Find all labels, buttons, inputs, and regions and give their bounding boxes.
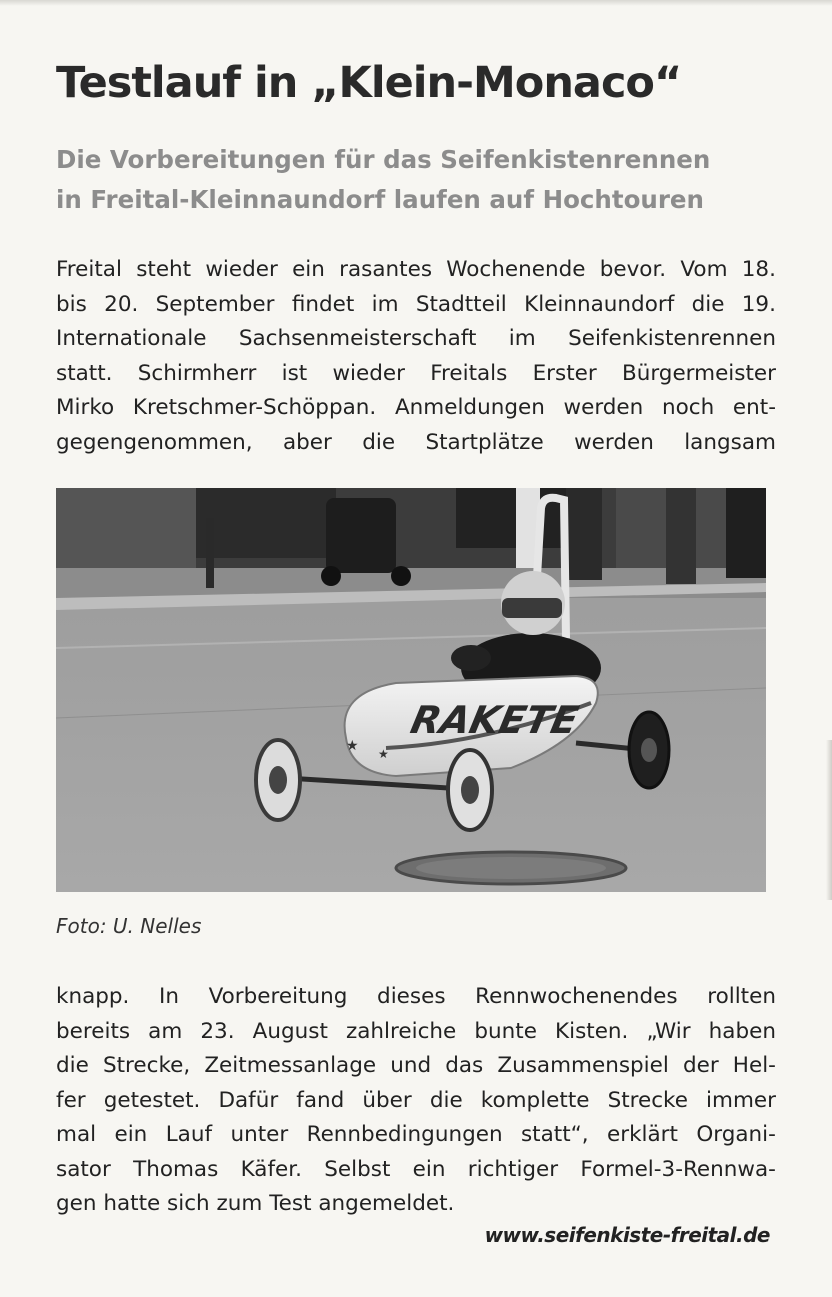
soapbox-car-photo	[56, 488, 766, 892]
article-title: Testlauf in „Klein-Monaco“	[56, 58, 682, 108]
text-line: gegengenommen, aber die Startplätze werden langsam	[56, 429, 776, 455]
text-line: Freital steht wieder ein rasantes Wochenende bevor. Vom 18.	[56, 257, 776, 282]
text-line: Mirko Kretschmer-Schöppan. Anmeldungen werden noch ent-	[56, 395, 776, 420]
page-right-edge	[826, 740, 832, 900]
text-line: bis 20. September findet im Stadtteil Kleinnaundorf die 19.	[56, 291, 776, 317]
website-link[interactable]: www.seifenkiste-freital.de	[484, 1223, 770, 1247]
text-line: knapp. In Vorbereitung dieses Rennwochenendes rollten	[56, 984, 776, 1009]
article-photo	[56, 488, 766, 892]
text-line: mal ein Lauf unter Rennbedingungen statt“, erklärt Organi-	[56, 1122, 776, 1147]
page-top-edge	[0, 0, 832, 6]
text-line: fer getestet. Dafür fand über die komplette Strecke immer	[56, 1087, 776, 1113]
text-line: Internationale Sachsenmeisterschaft im Seifenkistenrennen	[56, 326, 776, 351]
text-line: die Strecke, Zeitmessanlage und das Zusammenspiel der Hel-	[56, 1053, 776, 1078]
text-line: sator Thomas Käfer. Selbst ein richtiger Formel-3-Rennwa-	[56, 1156, 776, 1182]
subtitle-line: Die Vorbereitungen für das Seifenkistenrennen	[56, 145, 711, 174]
text-line: statt. Schirmherr ist wieder Freitals Erster Bürgermeister	[56, 360, 776, 386]
svg-text:★: ★	[378, 747, 389, 761]
paragraph-continuation	[56, 980, 776, 1222]
subtitle-line: in Freital-Kleinnaundorf laufen auf Hochtouren	[56, 185, 704, 214]
text-line: bereits am 23. August zahlreiche bunte Kisten. „Wir haben	[56, 1018, 776, 1044]
photo-caption: Foto: U. Nelles	[56, 914, 202, 938]
article-subtitle	[56, 140, 776, 220]
text-line: gen hatte sich zum Test angemeldet.	[56, 1191, 455, 1216]
car-lettering: RAKETE	[406, 698, 583, 743]
paragraph-intro	[56, 253, 776, 460]
svg-text:★: ★	[346, 738, 359, 754]
